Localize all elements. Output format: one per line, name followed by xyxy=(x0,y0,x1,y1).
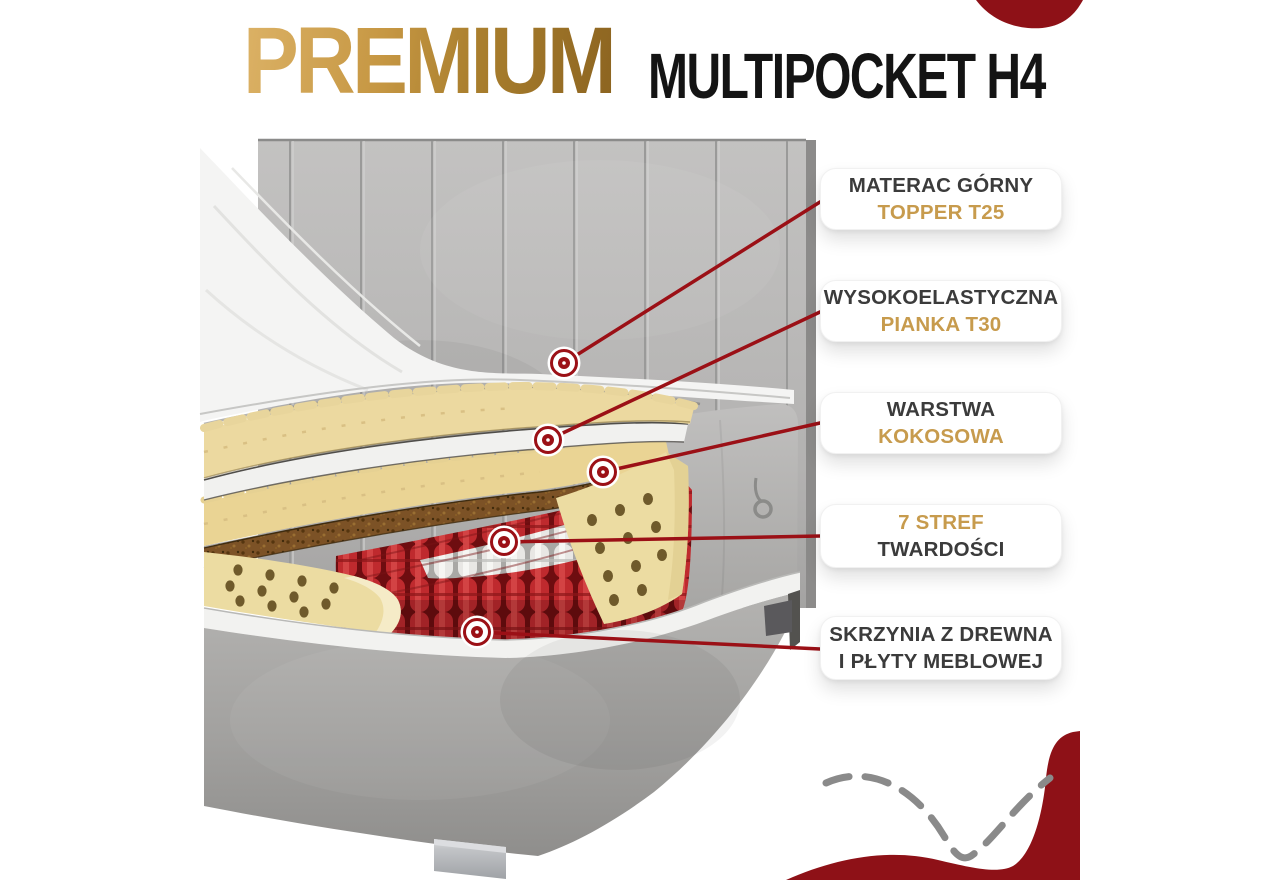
callout-label: TWARDOŚCI xyxy=(877,538,1005,561)
callout-box-frame xyxy=(820,616,1062,680)
callout-value: 7 STREF xyxy=(898,510,984,534)
callout-dot-topper xyxy=(548,347,581,380)
callout-label: SKRZYNIA Z DREWNA xyxy=(829,622,1053,646)
callout-dot-foam xyxy=(532,424,565,457)
callout-value: TOPPER T25 xyxy=(877,201,1005,224)
product-model-title: MULTIPOCKET H4 xyxy=(648,40,1045,112)
callout-value: KOKOSOWA xyxy=(878,425,1004,448)
callout-box-topper xyxy=(820,168,1062,230)
callout-label: WYSOKOELASTYCZNA xyxy=(823,285,1059,309)
callout-box-zones xyxy=(820,504,1062,568)
callout-label: I PŁYTY MEBLOWEJ xyxy=(838,650,1044,673)
callout-label: MATERAC GÓRNY xyxy=(848,173,1034,197)
dashed-squiggle xyxy=(826,776,1050,858)
callout-box-coconut xyxy=(820,392,1062,454)
callout-label: WARSTWA xyxy=(886,397,996,421)
callout-dot-springs xyxy=(488,526,521,559)
callout-dot-base xyxy=(461,616,494,649)
callout-dot-coconut xyxy=(587,456,620,489)
corner-blob-top-right xyxy=(976,0,1083,28)
headboard-leg xyxy=(764,600,792,636)
corner-blob-bottom-right xyxy=(786,731,1080,880)
callout-value: PIANKA T30 xyxy=(880,313,1002,336)
brand-title-premium: PREMIUM xyxy=(243,8,614,114)
callout-box-foam xyxy=(820,280,1062,342)
